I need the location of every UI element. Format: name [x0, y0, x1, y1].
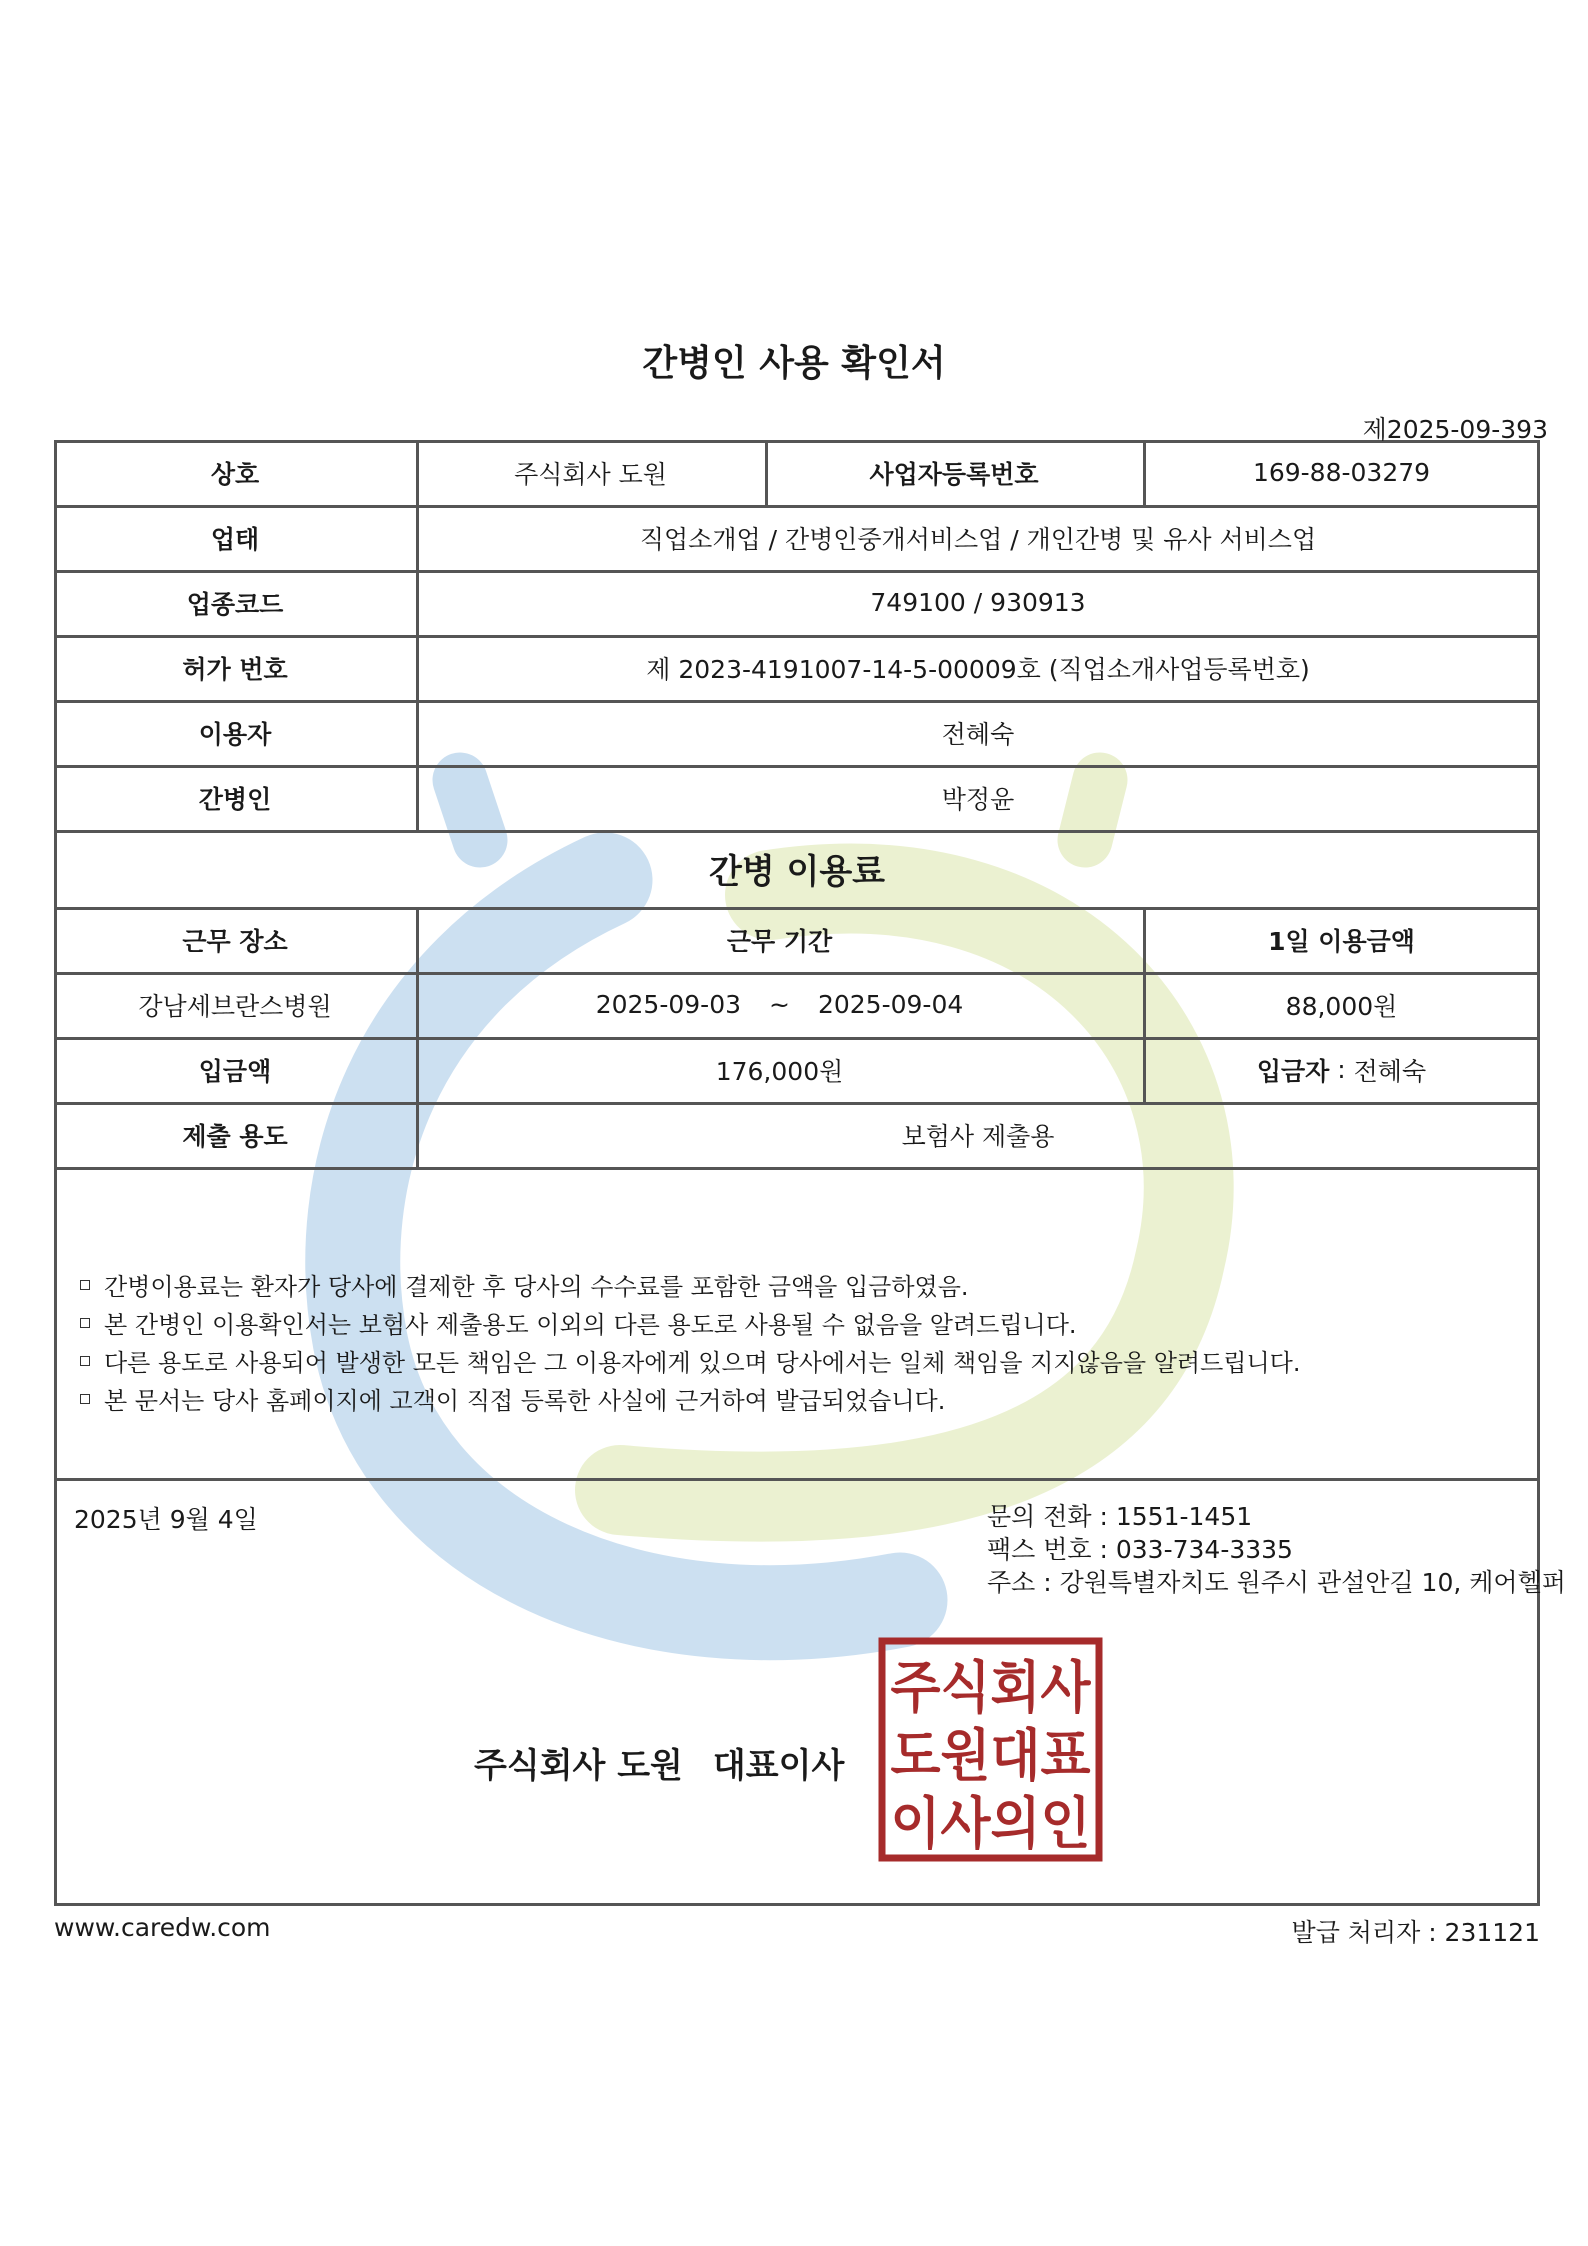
purpose-value: 보험사 제출용 — [901, 1121, 1055, 1151]
note-item: 본 간병인 이용확인서는 보험사 제출용도 이외의 다른 용도로 사용될 수 없음을 알려드립니다. — [80, 1306, 1300, 1344]
website-link[interactable]: www.caredw.com — [54, 1913, 271, 1942]
period-label: 근무 기간 — [726, 926, 833, 956]
caregiver-label: 간병인 — [198, 784, 272, 814]
biz-reg-label: 사업자등록번호 — [869, 459, 1039, 489]
contact-fax: 팩스 번호 : 033-734-3335 — [987, 1535, 1293, 1564]
permit-value: 제 2023-4191007-14-5-00009호 (직업소개사업등록번호) — [646, 654, 1310, 684]
bullet-square-icon — [80, 1394, 90, 1404]
industry-value: 직업소개업 / 간병인중개서비스업 / 개인간병 및 유사 서비스업 — [639, 524, 1317, 554]
place-label: 근무 장소 — [182, 926, 288, 956]
trade-name-label: 상호 — [210, 459, 260, 489]
issue-date: 2025년 9월 4일 — [74, 1505, 258, 1534]
period-separator: ~ — [769, 990, 790, 1019]
notes-list — [80, 1268, 1300, 1420]
industry-code-value: 749100 / 930913 — [870, 588, 1086, 617]
period-value — [416, 972, 1143, 1037]
company-seal-stamp — [878, 1637, 1103, 1862]
representative-title: 대표이사 — [712, 1746, 845, 1786]
document-number: 제2025-09-393 — [1362, 415, 1548, 444]
depositor-label: 입금자 — [1256, 1056, 1330, 1086]
bullet-square-icon — [80, 1356, 90, 1366]
svg-text:도원대표: 도원대표 — [890, 1724, 1091, 1789]
svg-text:주식회사: 주식회사 — [890, 1656, 1092, 1721]
biz-reg-value: 169-88-03279 — [1252, 458, 1431, 487]
deposit-value: 176,000원 — [715, 1056, 844, 1086]
period-end: 2025-09-04 — [817, 990, 964, 1019]
industry-label: 업태 — [210, 524, 260, 554]
document-title: 간병인 사용 확인서 — [642, 343, 946, 384]
contact-address: 주소 : 강원특별자치도 원주시 관설안길 10, 케어헬퍼 — [987, 1568, 1566, 1597]
bullet-square-icon — [80, 1318, 90, 1328]
issuer-info: 발급 처리자 : 231121 — [1291, 1918, 1540, 1947]
fee-section-title: 간병 이용료 — [708, 852, 886, 892]
depositor-separator: : — [1329, 1055, 1354, 1084]
depositor — [1143, 1037, 1540, 1102]
note-item: 다른 용도로 사용되어 발생한 모든 책임은 그 이용자에게 있으며 당사에서는 일체 책임을 지지않음을 알려드립니다. — [80, 1344, 1300, 1382]
daily-amount-value: 88,000원 — [1285, 991, 1398, 1021]
purpose-label: 제출 용도 — [182, 1121, 288, 1151]
note-item: 간병이용료는 환자가 당사에 결제한 후 당사의 수수료를 포함한 금액을 입금하였음. — [80, 1268, 1300, 1306]
contact-phone: 문의 전화 : 1551-1451 — [987, 1502, 1253, 1531]
trade-name-value: 주식회사 도원 — [514, 459, 667, 489]
caregiver-value: 박정윤 — [941, 784, 1015, 814]
permit-label: 허가 번호 — [182, 654, 288, 684]
company-name: 주식회사 도원 — [474, 1746, 683, 1786]
deposit-label: 입금액 — [198, 1056, 272, 1086]
user-label: 이용자 — [198, 719, 272, 749]
daily-amount-label: 1일 이용금액 — [1268, 926, 1415, 956]
svg-text:이사의인: 이사의인 — [890, 1792, 1091, 1857]
industry-code-label: 업종코드 — [186, 589, 284, 619]
user-value: 전혜숙 — [941, 719, 1015, 749]
company-signature — [474, 1738, 844, 1787]
depositor-value: 전혜숙 — [1353, 1056, 1427, 1086]
contact-info — [987, 1500, 1566, 1599]
place-value: 강남세브란스병원 — [138, 991, 332, 1021]
period-start: 2025-09-03 — [595, 990, 742, 1019]
note-item: 본 문서는 당사 홈페이지에 고객이 직접 등록한 사실에 근거하여 발급되었습니다. — [80, 1382, 1300, 1420]
row-divider — [54, 1478, 1540, 1481]
row-divider — [54, 1167, 1540, 1170]
bullet-square-icon — [80, 1280, 90, 1290]
